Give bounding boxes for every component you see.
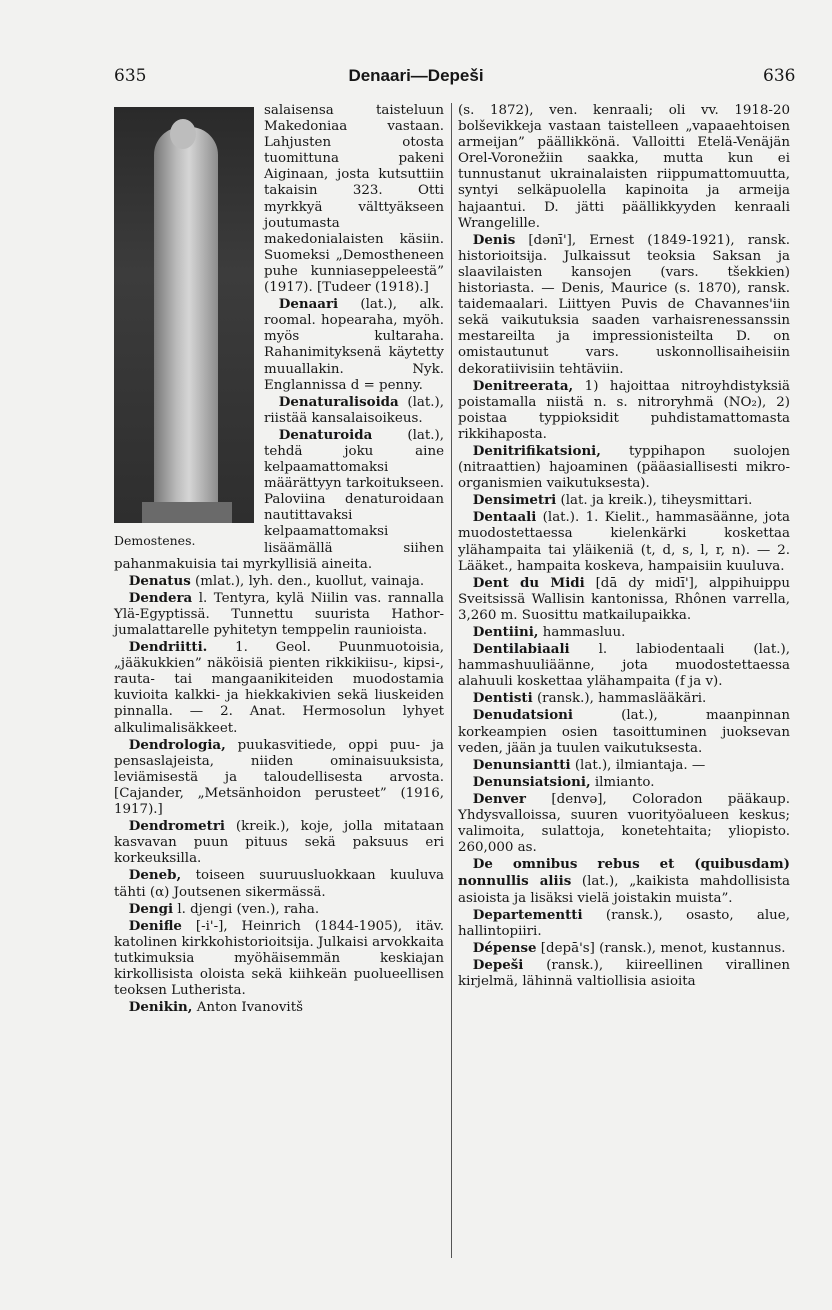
entry-headword: Depeši [472, 956, 524, 973]
entry-headword: Denitrifikatsioni, [472, 442, 601, 459]
entry-text: (s. 1872), ven. kenraali; oli vv. 1918-20 bolševikkeja vastaan taistelleen „vapaaehtoisen armeijan” päällikkönä. Valloitti Etelä-Venäjän Orel-Voronežiin saakka, mutta kun ei tunnustanut ukrainalaisten riippumattomuutta, syntyi selkäpuolella kapinoita ja armeija hajaantui. D. jätti päällikkyyden kenraali Wrangelille. [458, 103, 790, 231]
figure-caption: Demostenes. [114, 533, 196, 548]
entry-text: (lat.), maanpinnan korkeampien osien tasoittuminen juoksevan veden, jään ja tuulen vaikutuksesta. [458, 708, 790, 756]
dictionary-entry [458, 641, 790, 690]
entry-headword: De omnibus rebus et (quibusdam) nonnullis aliis [458, 856, 790, 890]
entry-text: (lat.), tehdä joku aine kelpaamattomaksi määrättyyn tarkoitukseen. Paloviina denaturoidaan nautittavaksi kelpaamattomaksi lisäämällä siihen pahanmakuisia tai myrkyllisiä aineita. [114, 427, 444, 572]
entry-text: (ransk.), kiireellinen virallinen kirjelmä, lähinnä valtiollisia asioita [458, 957, 790, 989]
dictionary-entry [458, 940, 790, 957]
entry-headword: Denver [472, 790, 526, 807]
entry-text: (lat.). 1. Kielit., hammasäänne, jota muodostettaessa kielenkärki koskettaa ylähampaita tai yläikeniä (t, d, s, l, r, n). — 2. Lääket., hampaita koskeva, hampaisiin kuuluva. [458, 510, 790, 574]
entry-headword: Dépense [472, 939, 537, 956]
entry-text: (ransk.), osasto, alue, hallintopiiri. [458, 907, 790, 939]
entry-text: [depā's] (ransk.), menot, kustannus. [536, 940, 786, 956]
entry-headword: Denaturoida [278, 426, 373, 443]
entry-headword: Dentilabiaali [472, 641, 570, 658]
right-column [458, 103, 790, 990]
entry-text: 1) hajoittaa nitroyhdistyksiä poistamalla niistä n. s. nitroryhmä (NO₂), 2) poistaa typpioksidit puhdistamattomasta rikkihaposta. [458, 378, 790, 442]
dictionary-entry [458, 575, 790, 624]
dictionary-entry [458, 707, 790, 756]
left-column [114, 103, 444, 1016]
entry-headword: Dentisti [472, 690, 533, 707]
running-title: Denaari—Depeši [348, 66, 484, 85]
entry-text: (lat.), „kaikista mahdollisista asioista ja lisäksi vielä joistakin muista”. [458, 874, 790, 906]
entry-headword: Dendera [128, 589, 193, 606]
dictionary-entry [458, 774, 790, 791]
dictionary-entry [458, 957, 790, 990]
dictionary-entry [458, 757, 790, 774]
statue-body [154, 127, 218, 512]
dictionary-entry [458, 103, 790, 232]
dictionary-entry [114, 918, 444, 999]
dictionary-entry [458, 492, 790, 509]
statue-pedestal [142, 502, 232, 523]
page-header [0, 66, 832, 90]
entry-headword: Dentaali [472, 509, 537, 526]
statue-head [170, 119, 196, 149]
entry-text: ilmianto. [590, 774, 655, 790]
entry-headword: Denunsiatsioni, [472, 773, 591, 790]
entry-text: salaisensa taisteluun Makedoniaa vastaan. Lahjusten otosta tuomittuna pakeni Aiginaan, josta kutsuttiin takaisin 323. Otti myrkkyä välttyäkseen joutumasta makedonialaisten käsiin. Suomeksi „Demostheneen puhe kunniaseppeleestä” (1917). [Tudeer (1918).] [264, 103, 444, 296]
entry-headword: Denaari [278, 296, 339, 313]
entry-headword: Denitreerata, [472, 377, 574, 394]
dictionary-entry [458, 443, 790, 492]
dictionary-entry [458, 378, 790, 443]
dictionary-entry [114, 590, 444, 639]
entry-headword: Deneb, [128, 867, 182, 884]
entry-headword: Dentiini, [472, 624, 539, 640]
entry-text: (lat.), alk. roomal. hopearaha, myöh. myös kultaraha. Rahanimityksenä käytetty muuallakin. Nyk. Englannissa d = penny. [264, 297, 444, 393]
entry-text: (ransk.), hammaslääkäri. [532, 691, 707, 707]
column-divider [451, 103, 452, 1258]
dictionary-entry [114, 639, 444, 737]
entry-headword: Denunsiantti [472, 756, 571, 773]
dictionary-entry [458, 791, 790, 856]
entry-headword: Denikin, [128, 999, 193, 1016]
dictionary-entry [114, 737, 444, 818]
dictionary-entry [458, 624, 790, 641]
dictionary-entry [458, 232, 790, 378]
entry-text: typpihapon suolojen (nitraattien) hajoaminen (pääasiallisesti mikro-organismien vaikutuksesta). [458, 443, 790, 492]
entry-headword: Denudatsioni [472, 707, 573, 724]
entry-text: Anton Ivanovitš [192, 1000, 303, 1016]
entry-text: [-i'-], Heinrich (1844-1905), itäv. katolinen kirkkohistorioitsija. Julkaisi arvokkaita tutkimuksia myöhäisemmän keskiajan kirkollisista oloista sekä kiihkeän puolueellisen teoksen Lutherista. [114, 918, 444, 999]
entry-text: [dənī'], Ernest (1849-1921), ransk. historioitsija. Julkaissut teoksia Saksan ja slaavilaisten kansojen (vars. tšekkien) historiasta. — Denis, Maurice (s. 1870), ransk. taidemaalari. Liittyen Puvis de Chavannes'iin sekä vaikutuksia saaden varhaisrenessanssin mestareilta ja impressionisteilta D. on omistautunut vars. uskonnollisaiheisiin dekoratiivisiin tehtäviin. [458, 232, 790, 377]
entry-headword: Dengi [128, 900, 174, 917]
entry-text: l. djengi (ven.), raha. [173, 901, 320, 917]
entry-headword: Densimetri [472, 492, 557, 509]
entry-headword: Dendrometri [128, 818, 225, 835]
dictionary-entry [458, 856, 790, 906]
dictionary-entry [114, 901, 444, 918]
page-number-left: 635 [114, 66, 147, 86]
entry-text: l. Tentyra, kylä Niilin vas. rannalla Ylä-Egyptissä. Tunnettu suurista Hathor-jumalattarelle pyhitetyn temppelin raunioista. [114, 590, 444, 638]
dictionary-entry [114, 999, 444, 1016]
dictionary-entry [458, 690, 790, 707]
entry-headword: Denifle [128, 917, 182, 934]
dictionary-entry [458, 907, 790, 940]
entry-text: (lat.), riistää kansalaisoikeus. [264, 394, 444, 426]
entry-headword: Dent du Midi [472, 574, 585, 591]
entry-text: (mlat.), lyh. den., kuollut, vainaja. [190, 573, 425, 589]
entry-headword: Denatus [128, 572, 191, 589]
entry-headword: Denaturalisoida [278, 393, 399, 410]
entry-text: (kreik.), koje, jolla mitataan kasvavan puun pituus sekä paksuus eri korkeuksilla. [114, 819, 444, 867]
dictionary-entry [114, 818, 444, 867]
entry-text: puukasvitiede, oppi puu- ja pensaslajeista, niiden ominaisuuksista, leviämisestä ja taloudellisesta arvosta. [Cajander, „Metsänhoidon perusteet” (1916, 1917).] [114, 737, 444, 818]
entry-text: [dā dy midī'], alppihuippu Sveitsissä Wallisin kantonissa, Rhônen varrella, 3,260 m. Suosittu matkailupaikka. [458, 575, 790, 623]
entry-text: l. labiodentaali (lat.), hammashuuliäänne, jota muodostettaessa alahuuli koskettaa ylähampaita (f ja v). [458, 642, 790, 690]
entry-text: [denvə], Coloradon pääkaup. Yhdysvalloissa, suuren vuorityöalueen keskus; valimoita, sulattoja, konetehtaita; yliopisto. 260,000 as. [458, 791, 790, 856]
dictionary-entry [458, 509, 790, 574]
dictionary-entry [114, 573, 444, 590]
entry-headword: Dendrologia, [128, 736, 226, 753]
entry-text: 1. Geol. Puunmuotoisia, „jääkukkien” näköisiä pienten rikkikiisu-, kipsi-, rauta- tai mangaanikiteiden muodostamia kuvioita kalkki- ja hiekkakivien sekä liuskeiden pinnalla. — 2. Anat. Hermosolun lyhyet alkulimalisäkkeet. [114, 640, 444, 736]
statue-photo [114, 107, 254, 523]
page-number-right: 636 [763, 66, 796, 86]
entry-headword: Denis [472, 231, 516, 248]
entry-text: (lat. ja kreik.), tiheysmittari. [556, 493, 753, 509]
demosthenes-figure [114, 107, 254, 552]
entry-headword: Dendriitti. [128, 639, 208, 656]
entry-text: (lat.), ilmiantaja. — [570, 757, 706, 773]
entry-text: hammasluu. [538, 625, 626, 640]
entry-text: toiseen suuruusluokkaan kuuluva tähti (α) Joutsenen sikermässä. [114, 868, 444, 900]
dictionary-entry [114, 867, 444, 900]
entry-headword: Departementti [472, 906, 583, 923]
